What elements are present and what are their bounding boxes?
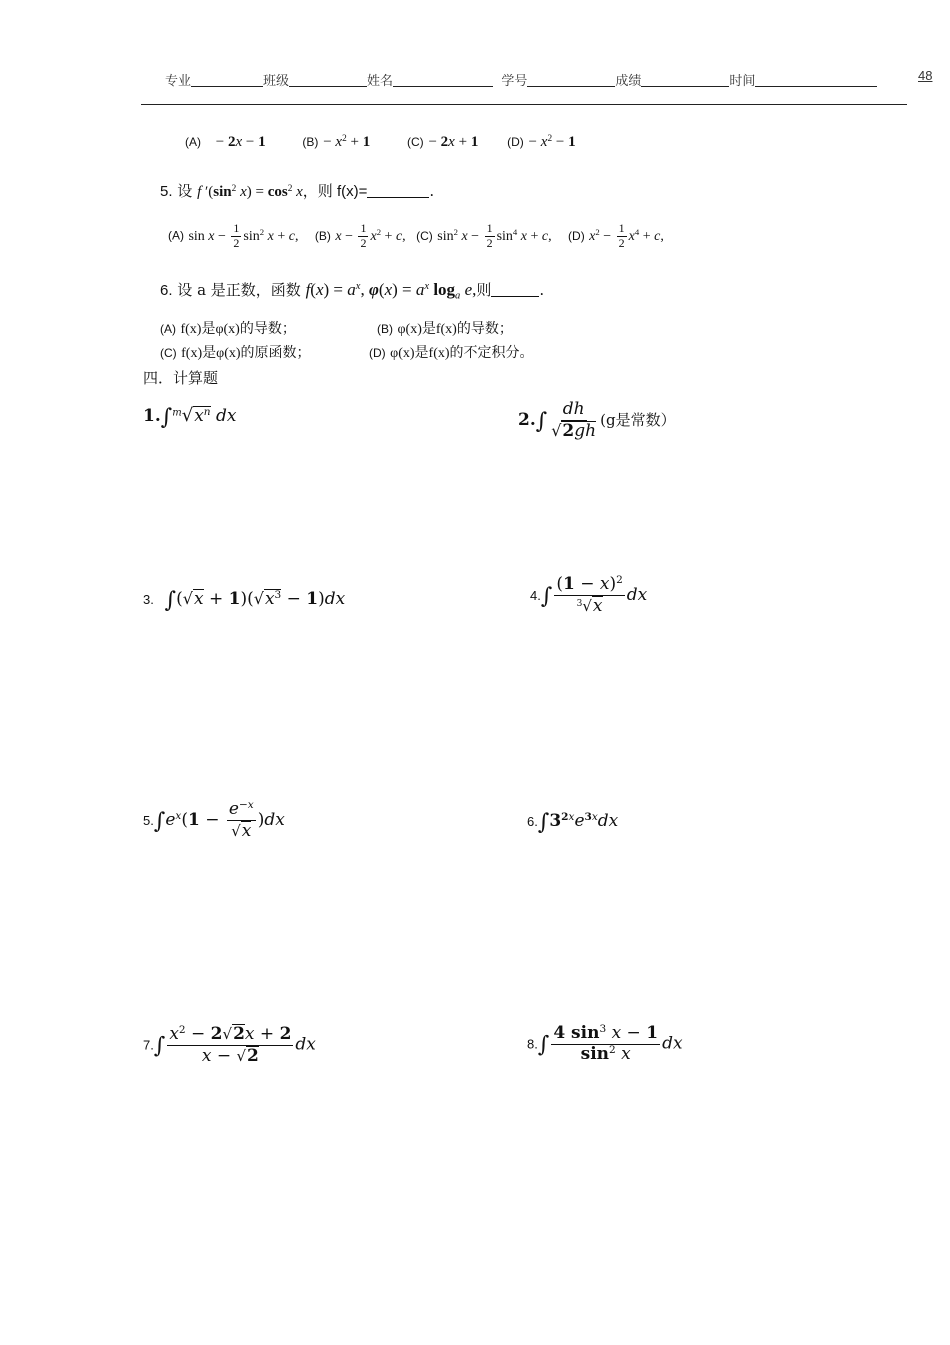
integral-sign: ∫ xyxy=(153,809,166,835)
class-label: 班级 xyxy=(263,74,290,89)
q6-options-row2b xyxy=(369,342,534,362)
problem-1-number: 1. xyxy=(143,406,161,426)
problem-5-number: 5. xyxy=(143,813,154,829)
q5-option-d-label: (D) xyxy=(568,228,585,243)
q5-option-c-expr: $\sin^2 x$ − $\frac{1}{2}$ $\sin^4 x + c$, xyxy=(437,221,552,250)
q5-option-d-expr: $x^2$ − $\frac{1}{2}$ $x^4 + c$, xyxy=(589,221,664,250)
time-blank[interactable] xyxy=(755,74,877,87)
integral-sign: ∫ xyxy=(537,1032,550,1058)
problem-6 xyxy=(527,810,618,835)
problem-6-number: 6. xyxy=(527,814,538,829)
q6-then: 则 xyxy=(476,281,492,299)
integral-sign: ∫ xyxy=(164,588,177,613)
q5-option-a-label: (A) xyxy=(168,228,184,243)
grade-blank[interactable] xyxy=(641,74,729,87)
exam-header xyxy=(165,70,877,89)
problem-2-note: (g是常数） xyxy=(600,411,676,430)
problem-5-expr: $e^x(1$ − $\frac{e^{-x}}{√x}$ )dx xyxy=(165,799,285,841)
q5-stem-end: . xyxy=(429,182,435,200)
problem-1-expr: $^m√x^n$ dx xyxy=(172,405,237,426)
q4-option-b-label: (B) xyxy=(302,135,319,149)
name-blank[interactable] xyxy=(393,74,493,87)
q6-stem-end: . xyxy=(539,281,545,299)
student-id-label: 学号 xyxy=(501,74,528,89)
integral-sign: ∫ xyxy=(535,409,548,435)
q5-answer-blank[interactable] xyxy=(367,184,429,198)
q4-options xyxy=(185,132,576,151)
q6-options-row1 xyxy=(160,318,296,338)
q6-option-c-text: f(x)是φ(x)的原函数； xyxy=(181,346,311,361)
q6-options-row1b xyxy=(377,318,513,338)
problem-6-expr: $3^{2x}e^{3x}dx$ xyxy=(549,811,619,831)
q5-options xyxy=(168,222,664,251)
problem-7-expr: $\frac{x^2 - 2√2x + 2}{x - √2}$ xyxy=(169,1024,292,1066)
q5-option-c-label: (C) xyxy=(416,228,433,243)
major-label: 专业 xyxy=(165,74,192,89)
q4-option-b-expr: − $x^2 + 1$ xyxy=(323,133,371,150)
q6-option-b-text: φ(x)是f(x)的导数； xyxy=(397,322,513,337)
q4-option-d-label: (D) xyxy=(507,135,524,149)
student-id-blank[interactable] xyxy=(527,74,615,87)
problem-3-number: 3. xyxy=(143,592,154,607)
q6-option-a-text: f(x)是φ(x)的导数； xyxy=(180,322,296,337)
problem-3-expr: $(√x + 1)(√x^3 - 1)dx$ xyxy=(176,589,346,609)
problem-2-number: 2. xyxy=(518,410,536,431)
q6-option-a-label: (A) xyxy=(160,322,176,336)
problem-5 xyxy=(143,800,285,841)
q6-answer-blank[interactable] xyxy=(491,283,539,297)
grade-label: 成绩 xyxy=(615,74,642,89)
q4-option-a-label: (A) xyxy=(185,135,201,149)
q6-option-d-text: φ(x)是f(x)的不定积分。 xyxy=(390,346,534,361)
q5-option-a-expr: sin x − $\frac{1}{2}$ $\sin^2 x + c$, xyxy=(188,221,299,250)
problem-2-expr: $\frac{dh}{√2gh}$ xyxy=(551,399,597,441)
problem-7-number: 7. xyxy=(143,1037,154,1053)
problem-4-expr: $\frac{(1 - x)^2}{^3√x}$ xyxy=(556,574,623,616)
q6-prefix: 设 a 是正数，函数 xyxy=(177,281,301,299)
q6-options-row2 xyxy=(160,342,311,362)
q5-number: 5. xyxy=(160,183,173,200)
q6-number: 6. xyxy=(160,282,173,299)
q5-condition: f $'(\sin^2$ $x) = \cos^2 x$ xyxy=(197,183,303,200)
problem-8-number: 8. xyxy=(527,1036,538,1052)
integral-sign: ∫ xyxy=(160,405,173,430)
time-label: 时间 xyxy=(729,74,756,89)
q6-option-c-label: (C) xyxy=(160,346,177,360)
q5-option-b-expr: x − $\frac{1}{2}$ $x^2 + c$, xyxy=(335,221,406,250)
problem-8-expr: $\frac{4 \sin^3 x - 1}{\sin^2 x}$ xyxy=(553,1023,659,1064)
q5-stem-mid: ，则 f(x)= xyxy=(302,183,368,200)
class-blank[interactable] xyxy=(289,74,367,87)
header-divider xyxy=(141,104,907,105)
q5-prefix: 设 xyxy=(177,182,193,200)
q4-option-c-label: (C) xyxy=(407,135,424,149)
name-label: 姓名 xyxy=(367,74,394,89)
section-title: 四．计算题 xyxy=(143,369,219,387)
q5-option-b-label: (B) xyxy=(314,228,331,243)
problem-4-number: 4. xyxy=(530,588,541,604)
major-blank[interactable] xyxy=(191,74,263,87)
problem-1 xyxy=(143,405,236,430)
problem-2 xyxy=(518,400,676,441)
q5-stem xyxy=(160,180,434,201)
problem-3 xyxy=(143,588,345,613)
problem-4: 4.∫ $\frac{(1 - x)^2}{^3√x}$ dx xyxy=(530,574,648,616)
q6-option-b-label: (B) xyxy=(377,322,393,336)
integral-sign: ∫ xyxy=(153,1033,166,1059)
q6-option-d-label: (D) xyxy=(369,346,386,360)
q6-expr: $f(x) = a^x$, $\varphi(x) = a^x$ $\log_a e$, xyxy=(305,280,477,302)
problem-7: 7.∫ $\frac{x^2 - 2√2x + 2}{x - √2}$ dx xyxy=(143,1024,316,1066)
page-number: 48 xyxy=(918,68,933,83)
q4-option-d-expr: − $x^2 - 1$ xyxy=(528,133,576,150)
integral-sign: ∫ xyxy=(540,584,553,610)
q4-option-c-expr: − 2x + 1 xyxy=(428,134,479,150)
integral-sign: ∫ xyxy=(537,810,550,835)
q4-option-a-expr: − 2x − 1 xyxy=(215,134,266,150)
q6-stem xyxy=(160,279,544,300)
problem-8: 8.∫ $\frac{4 \sin^3 x - 1}{\sin^2 x}$ dx xyxy=(527,1023,683,1064)
